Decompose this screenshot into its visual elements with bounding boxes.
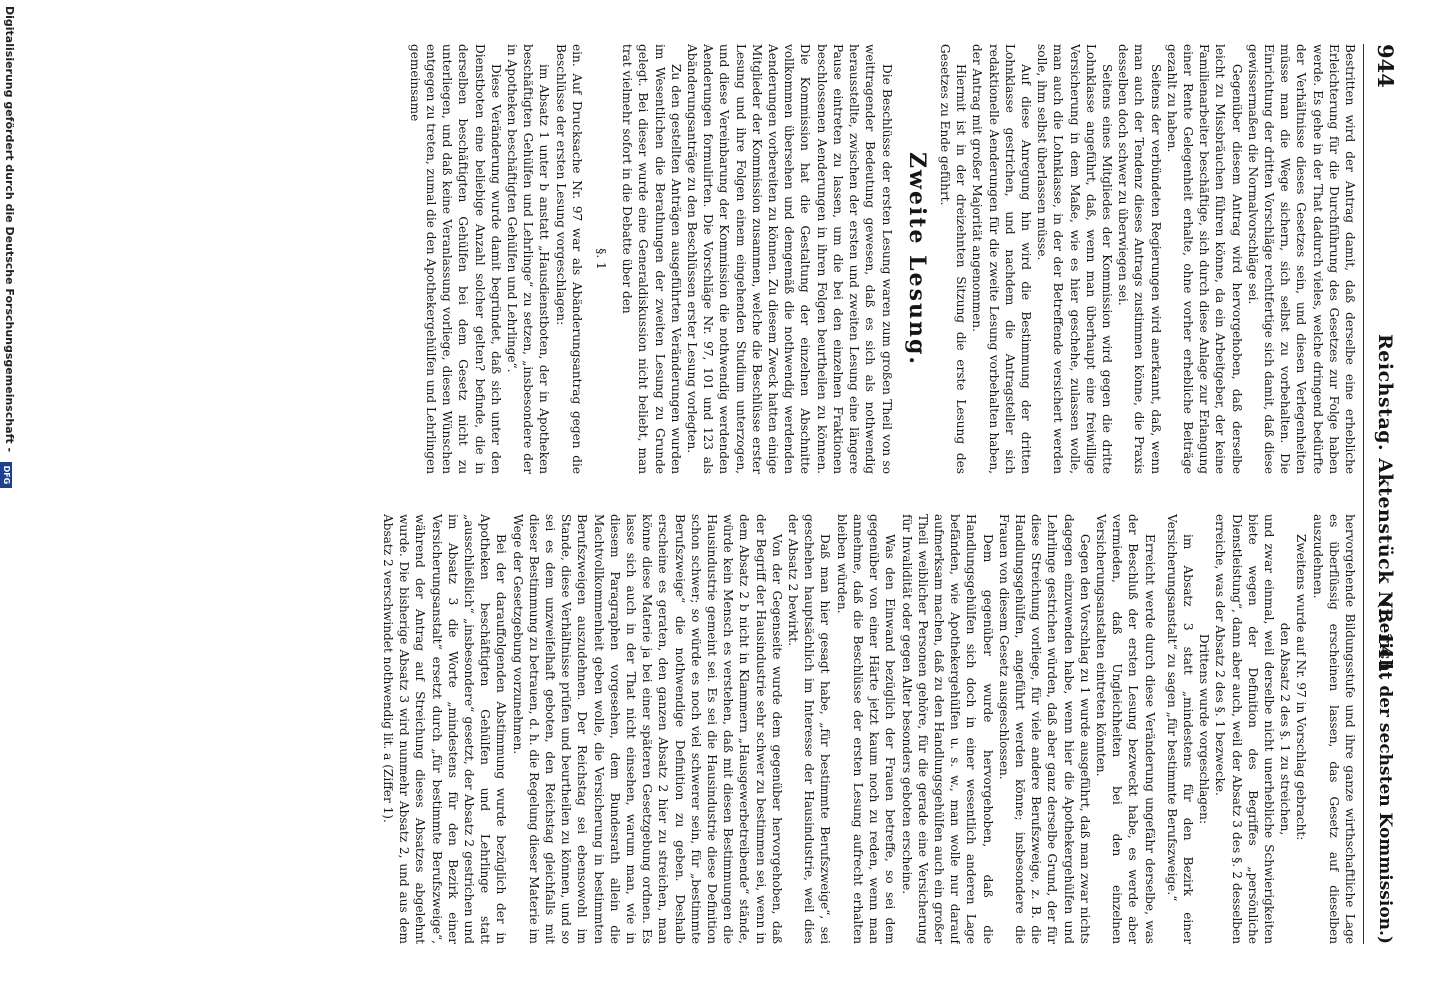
right-paragraph: Zweitens wurde auf Nr. 97 in Vorschlag gebracht: [1294, 534, 1309, 841]
right-paragraph: Daß man hier gesagt habe, „für bestimmte Berufszweige“, sei geschehen hauptsächlich im Interesse der Hausindustrie, weil dies der Absatz 2 bewirkt. [786, 514, 833, 944]
page-number: 944 [1373, 44, 1398, 88]
right-paragraph: Gegen den Vorschlag zu 1 wurde ausgeführt, daß man zwar nichts dagegen einzuwenden habe, wenn hier die Apothekergehülfen und Lehrlinge gestrichen würden, daß aber ganz derselbe Grund, der für diese Streichung vorliege, für viele andere Berufszweige, z. B. die Handlungsgehülfen, angeführt werden könne; insbesondere die Frauen von diesem Gesetz ausgeschlossen. [996, 514, 1092, 944]
left-paragraph: Gegenüber diesem Antrag wird hervorgehoben, daß derselbe leicht zu Missbräuchen führen könne, da ein Arbeitgeber, der keine Familienarbeiter beschäftige, sich durch diese Anlage zur Erlangung einer Rente Gelegenheit erhalte, ohne vorher erhebliche Beiträge gezahlt zu haben. [1164, 44, 1244, 474]
digitization-credit-text: Digitalisierung gefördert durch die Deutsche Forschungsgemeinschaft - [3, 6, 16, 453]
right-paragraph: hervorgehende Bildungsstufe und ihre ganze wirthschaftliche Lage es überflüssig erscheinen lassen, das Gesetz auf dieselben auszudehnen. [1310, 514, 1357, 944]
right-paragraph: Bei der darauffolgenden Abstimmung wurde bezüglich der in Apotheken beschäftigten Gehülfen und Lehrlinge statt „ausschließlich“ „insbesondere“ gesetzt, der Absatz 2 gestrichen und im Absatz 3 die Worte „mindestens für den Bezirk einer Versicherungsanstalt“ ersetzt durch „für bestimmte Berufszweige“, während der Antrag auf Streichung dieses Absatzes abgelehnt wurde. Die bisherige Absatz 3 wird nunmehr Absatz 2, und aus dem Absatz 2 verschwindet nothwendig lit. a (Ziffer 1). [381, 514, 509, 944]
left-paragraph: Auf diese Anregung hin wird die Bestimmung der dritten Lohnklasse gestrichen, und nachdem die Antragsteller sich redaktionelle Aenderungen für die zweite Lesung vorbehalten haben, der Antrag mit großer Majorität angenommen. [970, 44, 1033, 474]
left-paragraph: Zu den gestellten Anträgen ausgeführten Veränderungen wurden im Wesentlichen die Berathungen der zweiten Lesung zu Grunde gelegt. Bei dieser wurde eine Generaldiskussion nicht beliebt, man trat vielmehr sofort in die Debatte über den [620, 44, 683, 474]
left-paragraph: Seitens der verbündeten Regierungen wird anerkannt, daß, wenn man auch der Tendenz dieses Antrags zustimmen könne, die Praxis desselben doch schwer zu überwiegen sei. [1116, 44, 1163, 474]
paragraph-symbol: §. 1 [594, 248, 609, 270]
section-heading: Zweite Lesung. [903, 151, 930, 367]
page-subtitle: (Bericht der sechsten Kommission.) [1375, 600, 1395, 944]
page-header [1363, 44, 1404, 944]
dfg-logo-icon: DFG [0, 462, 12, 488]
right-indented-proposal: den Absatz 2 des §. 1 zu streichen, [1278, 622, 1293, 836]
right-paragraph: Von der Gegenseite wurde dem gegenüber hervorgehoben, daß der Begriff der Hausindustrie sehr schwer zu bestimmen sei, wenn in dem Absatz 2 b nicht in Klammern „Hausgewerbetreibende“ stände, würde kein Mensch es verstehen, daß mit diesen Bestimmungen die Hausindustrie gemeint sei. Es sei die Hausindustrie diese Definition schon schwer; so würde es noch viel schwerer sein, für „bestimmte Berufszweige“ die nothwendige Definition zu geben. Deshalb erscheine es geraten, den ganzen Absatz 2 hier zu streichen, man könne diese Materie ja bei einer späteren Gesetzgebung ordnen. Es lasse sich auch in der That nicht einsehen, warum man, wie in diesem Paragraphen vorgesehen, dem Bundesrath allein die Machtvollkommenheit geben wolle, die Versicherung in bestimmten Berufszweigen auszudehnen. Der Reichstag sei ebensowohl im Stande, diese Verhältnisse prüfen und beurtheilen zu können, und so sei es dem unzweifelhaft geboten, den Reichstag gleichfalls mit dieser Bestimmung zu betrauen, d. h. die Regelung dieser Materie im Wege der Gesetzgebung vorzunehmen. [510, 514, 784, 944]
left-paragraph-indented: im Absatz 1 unter b anstatt „Hausdienstboten, der in Apotheken beschäftigten Gehülfen und Lehrlinge“ zu setzen, „insbesondere der in Apotheken beschäftigten Gehülfen und Lehrlinge“. [505, 44, 552, 474]
left-paragraph: Die Beschlüsse der ersten Lesung waren zum großen Theil von so weittragender Bedeutung gewesen, daß es sich als nothwendig herausstellte, zwischen der ersten und zweiten Lesung eine längere Pause eintreten zu lassen, um die bei den einzelnen Fraktionen beschlossenen Aenderungen in ihren Folgen beurtheilen zu können. Die Kommission hat die Gestaltung der einzelnen Abschnitte vollkommen übersehen und demgemäß die nothwendig werdenden Aenderungen vorbereiten zu können. Zu diesem Zweck hatten einige Mitglieder der Kommission zusammen, welche die Beschlüsse erster Lesung und ihre Folgen einem eingehenden Studium unterzogen, und diese Vereinbarung der Kommission die nothwendig werdenden Aenderungen formulirten. Die Vorschläge Nr. 97, 101 und 123 als Abänderungsanträge zu den Beschlüssen erster Lesung vorlegten. [685, 44, 894, 474]
digitization-credit [0, 0, 18, 1000]
left-paragraph: ein. Auf Drucksache Nr. 97 war als Abänderungsantrag gegen die Beschlüsse der ersten Lesung vorgeschlagen: [553, 44, 584, 474]
left-paragraph: Hiermit ist in der dreizehnten Sitzung die erste Lesung des Gesetzes zu Ende geführt. [937, 44, 969, 474]
left-column [118, 44, 1358, 474]
right-column [118, 514, 1358, 944]
left-paragraph: Bestritten wird der Antrag damit, daß derselbe eine erhebliche Erleichterung für die Durchführung des Gesetzes zur Folge haben werde. Es gehe in der That dadurch vieles, welche dringend bedürfte der Verhältnisse dieses Gesetzes sein, und diesen Verlegenheiten müsse man die Wege sichern, sich selbst zu vorbehalten. Die Einrichtung der dritten Vorschläge rechtfertige sich damit, daß diese gewissermaßen die Normalvorschläge sei. [1245, 44, 1357, 474]
right-paragraph: und zwar einmal, weil derselbe nicht unerhebliche Schwierigkeiten biete wegen der Definition des Begriffes „persönliche Dienstleistung“, dann aber auch, weil der Absatz 3 des §. 2 desselben erreiche, was der Absatz 2 des §. 1 bezwecke. [1213, 514, 1276, 944]
left-paragraph: Diese Veränderung wurde damit begründet, daß sich unter den Dienstboten eine beliebige Anzahl solcher gelten? befinde, die in derselben beschäftigten Gehülfen bei dem Gesetz nicht zu unterliegen, und daß keine Veranlassung vorliege, diesen Wünschen entgegen zu treten, zumal die den Apothekergehülfen und Lehrlingen gemeinsame [407, 44, 503, 474]
right-indented-proposal: im Absatz 3 statt „mindestens für den Bezirk einer Versicherungsanstalt“ zu sagen „für bestimmte Berufszweige.“ [1164, 514, 1195, 944]
right-paragraph: Dem gegenüber wurde hervorgehoben, daß die Handlungsgehülfen sich doch in einer wesentlich anderen Lage befänden, wie Apothekergehülfen u. s. w., man wolle nur darauf aufmerksam machen, daß zu den Handlungsgehülfen auch ein großer Theil weiblicher Personen gehöre, für die gerade eine Versicherung für Invalidität oder gegen Alter besonders geboten erscheine. [899, 514, 995, 944]
left-paragraph: Seitens eines Mitgliedes der Kommission wird gegen die dritte Lohnklasse angeführt, daß, wenn man überhaupt eine freiwillige Versicherung in dem Maße, wie es hier geschehe, zulassen wolle, man auch die Lohnklasse, in der der Betreffende versichert werden solle, ihm selbst überlassen müsse. [1035, 44, 1114, 474]
right-paragraph: Drittens wurde vorgeschlagen: [1197, 633, 1212, 825]
page-title: Reichstag. Aktenstück Nr. 141. [1374, 334, 1396, 681]
right-paragraph: Erreicht werde durch diese Veränderung ungefähr derselbe, was der Beschluß der ersten Lesung bezweckt habe, es werde aber vermieden, daß Ungleichheiten bei den einzelnen Versicherungsanstalten eintreten könnten. [1093, 514, 1157, 944]
right-paragraph: Was den Einwand bezüglich der Frauen betreffe, so sei dem gegenüber von einer Härte jetzt kaum noch zu reden, wenn man annehme, daß die Beschlüsse der ersten Lesung aufrecht erhalten bleiben würden. [834, 514, 898, 944]
